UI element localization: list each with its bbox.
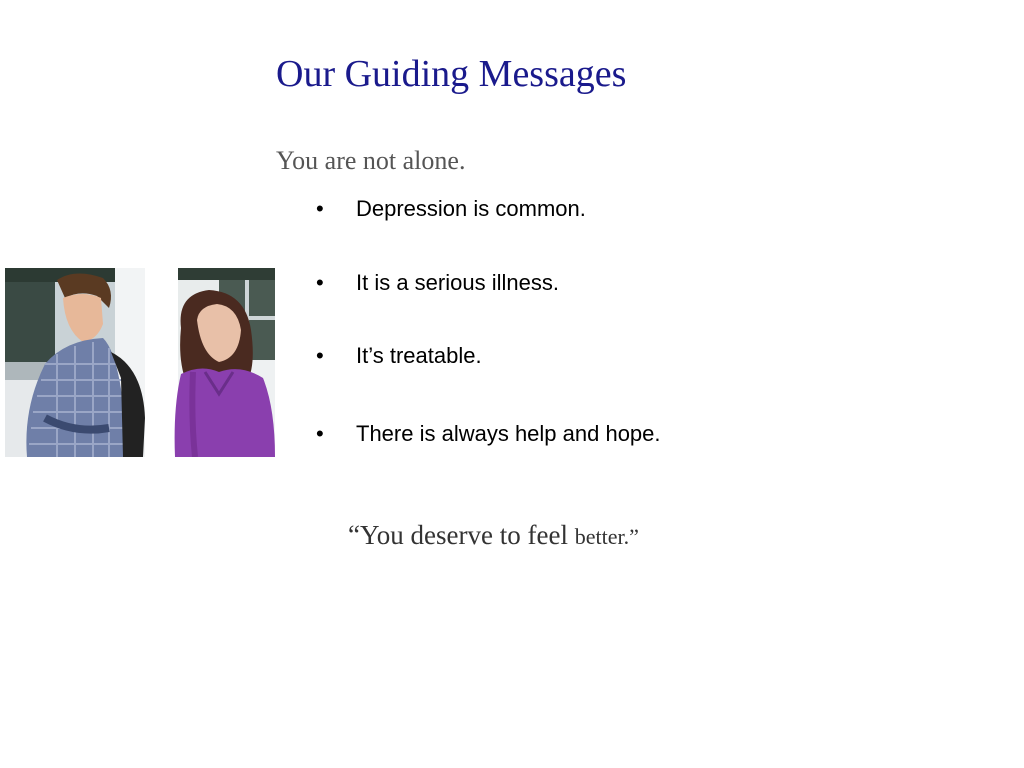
bullet-dot: • <box>316 196 324 221</box>
bullet-dot: • <box>316 421 324 446</box>
bullet-text: It’s treatable. <box>356 343 482 368</box>
teen-photo-illustration <box>5 268 275 457</box>
bullet-dot: • <box>316 343 324 368</box>
bullet-text: Depression is common. <box>356 196 586 221</box>
quote-main: “You deserve to feel <box>348 520 575 550</box>
teen-photo <box>5 268 275 457</box>
quote-tail: better.” <box>574 524 639 549</box>
bullet-text: It is a serious illness. <box>356 270 559 295</box>
bullet-text: There is always help and hope. <box>356 421 661 446</box>
slide-title: Our Guiding Messages <box>276 53 627 95</box>
closing-quote <box>348 520 639 551</box>
bullet-dot: • <box>316 270 324 295</box>
slide-subtitle: You are not alone. <box>276 146 466 175</box>
